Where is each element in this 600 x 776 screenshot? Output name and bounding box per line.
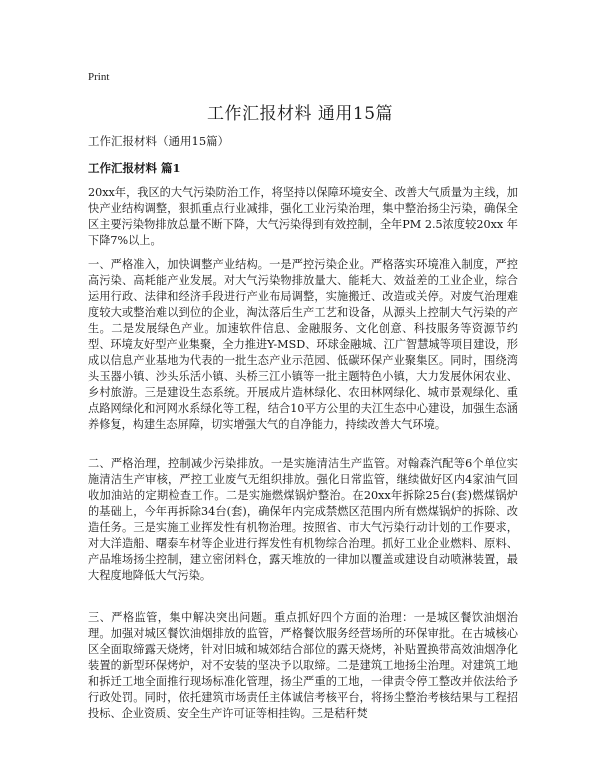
paragraph: 一、严格准入，加快调整产业结构。一是严控污染企业。严格落实环境准入制度，严控高污染、高耗能产业发展。对大气污染物排放量大、能耗大、效益差的工业企业，综合运用行政、法律和经济手段进行产业布局调整，实施搬迁、改造或关停。对废气治理难度较大或整治难以到位的企业，淘汰落后生产工艺和设备，从源头上控制大气污染的产生。二是发展绿色产业。加速软件信息、金融服务、文化创意、科技服务等资源节约型、环境友好型产业集聚，全力推进Y-MSD、环球金融城、江广智慧城等项目建设，形成以信息产业基地为代表的一批生态产业示范园、低碳环保产业聚集区。同时，围绕湾头玉器小镇、沙头乐活小镇、头桥三江小镇等一批主题特色小镇，大力发展休闲农业、乡村旅游。三是建设生态系统。开展成片造林绿化、农田林网绿化、城市景观绿化、重点路网绿化和河网水系绿化等工程，结合10平方公里的夫江生态中心建设，加强生态涵养修复，构建生态屏障，切实增强大气的自净能力，持续改善大气环境。 xyxy=(88,258,518,431)
print-link[interactable]: Print xyxy=(88,71,110,83)
section-heading: 工作汇报材料 篇1 xyxy=(88,161,181,175)
paragraph: 三、严格监管，集中解决突出问题。重点抓好四个方面的治理：一是城区餐饮油烟治理。加强对城区餐饮油烟排放的监管，严格餐饮服务经营场所的环保审批。在古城核心区全面取缔露天烧烤，针对旧城和城郊结合部位的露天烧烤，补贴置换带高效油烟净化装置的新型环保烤炉，对不安装的坚决予以取缔。二是建筑工地扬尘治理。对建筑工地和拆迁工地全面推行现场标准化管理，扬尘严重的工地，一律责令停工整改并依法给予行政处罚。同时，依托建筑市场责任主体诚信考核平台，将扬尘整治考核结果与工程招投标、企业资质、安全生产许可证等相挂钩。三是秸秆焚 xyxy=(88,611,518,720)
paragraph: 二、严格治理，控制减少污染排放。一是实施清洁生产监管。对翰森汽配等6个单位实施清洁生产审核，严控工业废气无组织排放。强化日常监管，继续做好区内4家油气回收加油站的定期检查工作。二是实施燃煤锅炉整治。在20xx年拆除25台(套)燃煤锅炉的基础上，今年再拆除34台(套)，确保年内完成禁燃区范围内所有燃煤锅炉的拆除、改造任务。三是实施工业挥发性有机物治理。按照省、市大气污染行动计划的工作要求，对大洋造船、曙泰车材等企业进行挥发性有机物综合治理。抓好工业企业燃料、原料、产品堆场扬尘控制，建立密闭料仓，露天堆放的一律加以覆盖或建设自动喷淋装置，最大程度地降低大气污染。 xyxy=(88,457,518,582)
document-subtitle: 工作汇报材料（通用15篇） xyxy=(88,134,230,148)
document-title: 工作汇报材料 通用15篇 xyxy=(206,104,394,124)
paragraph: 20xx年，我区的大气污染防治工作，将坚持以保障环境安全、改善大气质量为主线，加快产业结构调整，狠抓重点行业减排，强化工业污染治理，集中整治扬尘污染，确保全区主要污染物排放总量不断下降，大气污染得到有效控制，全年PM 2.5浓度较20xx 年下降7%以上。 xyxy=(88,186,518,247)
